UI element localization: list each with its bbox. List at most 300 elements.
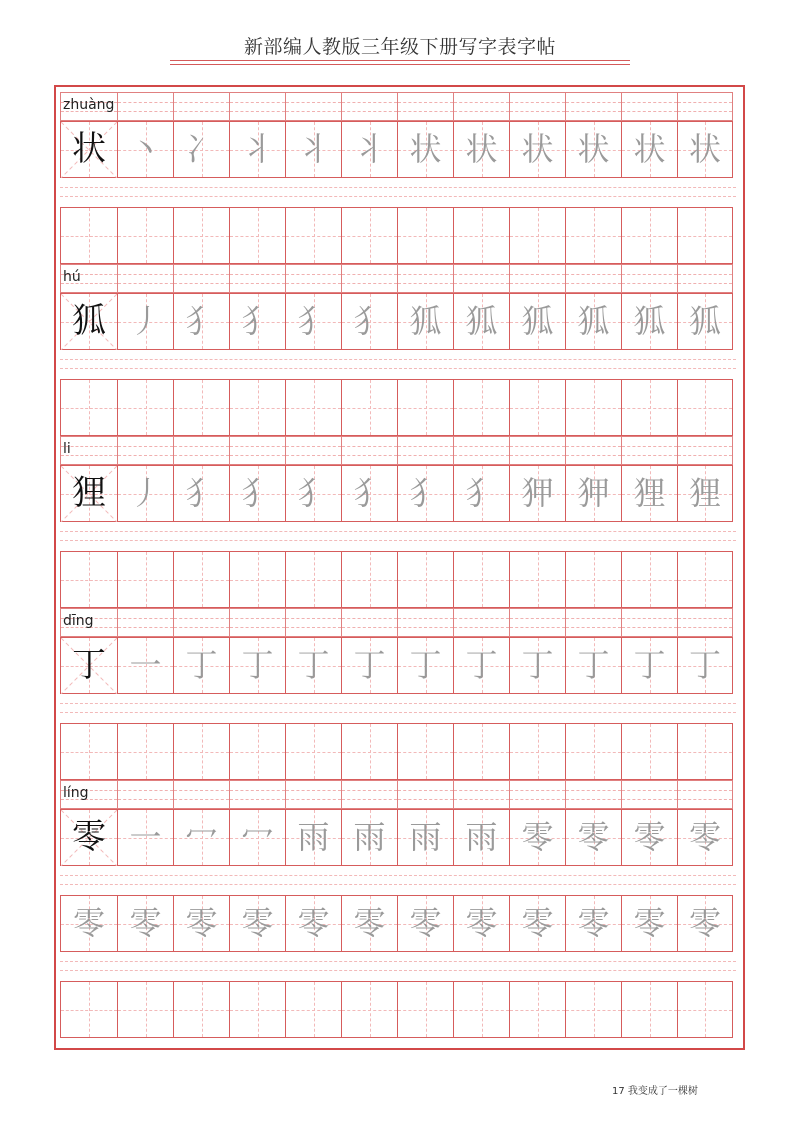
stroke-order-step: 丁	[688, 646, 721, 684]
trace-cell[interactable]	[173, 637, 229, 694]
practice-cell[interactable]	[677, 551, 733, 608]
trace-cell[interactable]	[397, 293, 453, 350]
practice-cell[interactable]	[117, 551, 173, 608]
practice-cell[interactable]	[341, 207, 397, 264]
practice-cell[interactable]	[117, 723, 173, 780]
trace-cell[interactable]	[621, 637, 677, 694]
practice-sheet	[60, 92, 736, 1038]
trace-cell[interactable]	[117, 637, 173, 694]
stroke-order-step: 犭	[185, 302, 218, 340]
trace-cell[interactable]	[565, 809, 621, 866]
pinyin-row	[60, 92, 736, 121]
trace-cell[interactable]	[453, 465, 509, 522]
trace-cell[interactable]	[229, 121, 285, 178]
pinyin-cell	[509, 608, 565, 637]
trace-cell[interactable]	[677, 121, 733, 178]
practice-cell[interactable]	[565, 551, 621, 608]
trace-cell[interactable]	[397, 121, 453, 178]
practice-row	[60, 379, 736, 436]
stroke-order-step: 丁	[241, 646, 274, 684]
stroke-order-step: 冖	[241, 818, 274, 856]
pinyin-cell	[341, 264, 397, 293]
practice-cell[interactable]	[173, 207, 229, 264]
practice-character: 零	[72, 904, 105, 942]
trace-cell[interactable]	[509, 465, 565, 522]
stroke-order-step: 丁	[577, 646, 610, 684]
pinyin-cell	[621, 436, 677, 465]
pinyin-cell	[509, 264, 565, 293]
pinyin-cell	[621, 780, 677, 809]
stroke-order-step: 狐	[688, 302, 721, 340]
practice-cell[interactable]	[285, 723, 341, 780]
practice-character: 零	[577, 904, 610, 942]
practice-cell[interactable]	[621, 723, 677, 780]
pinyin-cell	[565, 264, 621, 293]
trace-cell[interactable]	[565, 465, 621, 522]
trace-cell[interactable]	[285, 637, 341, 694]
stroke-order-step: 犭	[465, 474, 498, 512]
stroke-order-step: 状	[521, 130, 554, 168]
pinyin-cell	[397, 608, 453, 637]
practice-cell[interactable]	[677, 895, 733, 952]
practice-cell[interactable]	[173, 723, 229, 780]
guide-gap	[60, 866, 736, 895]
pinyin-cell	[117, 780, 173, 809]
practice-cell[interactable]	[173, 551, 229, 608]
practice-cell[interactable]	[285, 981, 341, 1038]
pinyin-cell	[397, 780, 453, 809]
model-character-cell	[60, 637, 117, 694]
practice-character: 零	[633, 904, 666, 942]
trace-cell[interactable]	[117, 293, 173, 350]
practice-row	[60, 551, 736, 608]
guide-gap	[60, 694, 736, 723]
practice-cell[interactable]	[117, 207, 173, 264]
practice-cell[interactable]	[173, 895, 229, 952]
pinyin-row	[60, 264, 736, 293]
pinyin-label: zhuàng	[63, 97, 115, 113]
practice-cell[interactable]	[60, 981, 117, 1038]
pinyin-cell	[453, 780, 509, 809]
practice-cell[interactable]	[397, 981, 453, 1038]
pinyin-row	[60, 436, 736, 465]
practice-cell[interactable]	[229, 895, 285, 952]
trace-cell[interactable]	[621, 293, 677, 350]
practice-cell[interactable]	[621, 207, 677, 264]
guide-gap	[60, 350, 736, 379]
practice-cell[interactable]	[60, 207, 117, 264]
stroke-order-step: 丶	[129, 130, 162, 168]
practice-cell[interactable]	[677, 379, 733, 436]
pinyin-cell	[117, 92, 173, 121]
stroke-order-step: 零	[521, 818, 554, 856]
practice-cell[interactable]	[229, 379, 285, 436]
practice-cell[interactable]	[285, 551, 341, 608]
stroke-order-step: 丁	[297, 646, 330, 684]
practice-cell[interactable]	[117, 379, 173, 436]
practice-cell[interactable]	[117, 895, 173, 952]
writing-row	[60, 465, 736, 522]
pinyin-cell	[285, 264, 341, 293]
trace-cell[interactable]	[285, 809, 341, 866]
trace-cell[interactable]	[509, 293, 565, 350]
stroke-order-step: 狐	[521, 302, 554, 340]
trace-cell[interactable]	[341, 121, 397, 178]
pinyin-cell	[397, 92, 453, 121]
pinyin-cell	[397, 264, 453, 293]
pinyin-cell	[565, 780, 621, 809]
pinyin-label: li	[63, 441, 71, 457]
stroke-order-step: 雨	[353, 818, 386, 856]
practice-row	[60, 895, 736, 952]
trace-cell[interactable]	[285, 465, 341, 522]
pinyin-label: hú	[63, 269, 81, 285]
trace-cell[interactable]	[397, 809, 453, 866]
pinyin-cell	[565, 608, 621, 637]
stroke-order-step: 犭	[409, 474, 442, 512]
practice-cell[interactable]	[453, 895, 509, 952]
writing-row	[60, 637, 736, 694]
stroke-order-step: 犭	[297, 302, 330, 340]
pinyin-cell	[60, 608, 117, 637]
guide-line	[60, 196, 736, 197]
pinyin-cell	[509, 436, 565, 465]
practice-cell[interactable]	[453, 723, 509, 780]
pinyin-cell	[285, 608, 341, 637]
stroke-order-step: 狐	[409, 302, 442, 340]
practice-cell[interactable]	[621, 895, 677, 952]
stroke-order-step: 冫	[185, 130, 218, 168]
practice-character: 零	[185, 904, 218, 942]
stroke-order-step: 狐	[465, 302, 498, 340]
trace-cell[interactable]	[677, 637, 733, 694]
stroke-order-step: 零	[688, 818, 721, 856]
practice-cell[interactable]	[565, 723, 621, 780]
practice-character: 零	[409, 904, 442, 942]
trace-cell[interactable]	[453, 637, 509, 694]
practice-cell[interactable]	[229, 981, 285, 1038]
guide-line	[60, 875, 736, 876]
practice-cell[interactable]	[229, 551, 285, 608]
trace-cell[interactable]	[397, 637, 453, 694]
pinyin-cell	[229, 264, 285, 293]
practice-cell[interactable]	[509, 551, 565, 608]
trace-cell[interactable]	[565, 293, 621, 350]
page-title: 新部编人教版三年级下册写字表字帖	[243, 36, 556, 58]
trace-cell[interactable]	[229, 465, 285, 522]
pinyin-cell	[173, 780, 229, 809]
practice-cell[interactable]	[173, 981, 229, 1038]
pinyin-cell	[565, 436, 621, 465]
trace-cell[interactable]	[341, 293, 397, 350]
trace-cell[interactable]	[229, 809, 285, 866]
practice-cell[interactable]	[565, 895, 621, 952]
pinyin-cell	[677, 608, 733, 637]
stroke-order-step: 一	[129, 818, 162, 856]
model-character-cell	[60, 121, 117, 178]
guide-line	[60, 712, 736, 713]
practice-cell[interactable]	[677, 723, 733, 780]
pinyin-label: líng	[63, 785, 89, 801]
trace-cell[interactable]	[677, 465, 733, 522]
title-underline	[170, 60, 630, 61]
stroke-order-step: 雨	[409, 818, 442, 856]
trace-cell[interactable]	[341, 637, 397, 694]
character-block	[60, 264, 736, 436]
guide-line	[60, 368, 736, 369]
practice-cell[interactable]	[621, 379, 677, 436]
pinyin-label: dīng	[63, 613, 94, 629]
practice-cell[interactable]	[397, 723, 453, 780]
practice-character: 零	[353, 904, 386, 942]
practice-character: 零	[465, 904, 498, 942]
practice-cell[interactable]	[229, 723, 285, 780]
trace-cell[interactable]	[677, 809, 733, 866]
pinyin-cell	[117, 264, 173, 293]
pinyin-cell	[229, 92, 285, 121]
stroke-order-step: 丬	[241, 130, 274, 168]
practice-cell[interactable]	[60, 723, 117, 780]
stroke-order-step: 犭	[353, 474, 386, 512]
trace-cell[interactable]	[117, 121, 173, 178]
guide-gap	[60, 952, 736, 981]
guide-line	[60, 703, 736, 704]
guide-line	[60, 884, 736, 885]
practice-cell[interactable]	[341, 723, 397, 780]
pinyin-cell	[621, 264, 677, 293]
stroke-order-step: 状	[633, 130, 666, 168]
pinyin-cell	[173, 608, 229, 637]
pinyin-row	[60, 780, 736, 809]
model-character: 零	[72, 817, 106, 857]
practice-character: 零	[521, 904, 554, 942]
stroke-order-step: 状	[465, 130, 498, 168]
trace-cell[interactable]	[229, 637, 285, 694]
trace-cell[interactable]	[509, 637, 565, 694]
pinyin-cell	[229, 436, 285, 465]
trace-cell[interactable]	[453, 121, 509, 178]
trace-cell[interactable]	[117, 465, 173, 522]
guide-line	[60, 359, 736, 360]
stroke-order-step: 状	[577, 130, 610, 168]
stroke-order-step: 状	[688, 130, 721, 168]
pinyin-cell	[117, 436, 173, 465]
guide-line	[60, 961, 736, 962]
practice-cell[interactable]	[229, 207, 285, 264]
pinyin-cell	[60, 264, 117, 293]
trace-cell[interactable]	[229, 293, 285, 350]
practice-cell[interactable]	[509, 981, 565, 1038]
pinyin-cell	[621, 92, 677, 121]
stroke-order-step: 雨	[297, 818, 330, 856]
pinyin-cell	[285, 780, 341, 809]
trace-cell[interactable]	[509, 121, 565, 178]
title-underline-secondary	[170, 64, 630, 65]
stroke-order-step: 零	[577, 818, 610, 856]
trace-cell[interactable]	[565, 637, 621, 694]
stroke-order-step: 冖	[185, 818, 218, 856]
stroke-order-step: 犭	[185, 474, 218, 512]
stroke-order-step: 狐	[577, 302, 610, 340]
practice-cell[interactable]	[677, 207, 733, 264]
character-block	[60, 436, 736, 608]
practice-cell[interactable]	[565, 207, 621, 264]
stroke-order-step: 丁	[521, 646, 554, 684]
pinyin-cell	[677, 92, 733, 121]
guide-gap	[60, 522, 736, 551]
practice-cell[interactable]	[397, 551, 453, 608]
stroke-order-step: 丿	[129, 474, 162, 512]
pinyin-cell	[341, 608, 397, 637]
trace-cell[interactable]	[173, 809, 229, 866]
pinyin-cell	[565, 92, 621, 121]
stroke-order-step: 狎	[521, 474, 554, 512]
stroke-order-step: 犭	[241, 474, 274, 512]
practice-cell[interactable]	[621, 551, 677, 608]
practice-cell[interactable]	[341, 551, 397, 608]
trace-cell[interactable]	[341, 465, 397, 522]
practice-cell[interactable]	[397, 207, 453, 264]
practice-cell[interactable]	[565, 981, 621, 1038]
model-character-cell	[60, 293, 117, 350]
stroke-order-step: 狸	[688, 474, 721, 512]
model-character-cell	[60, 809, 117, 866]
practice-character: 零	[297, 904, 330, 942]
pinyin-cell	[229, 608, 285, 637]
trace-cell[interactable]	[285, 293, 341, 350]
pinyin-cell	[397, 436, 453, 465]
model-character: 丁	[72, 645, 106, 685]
pinyin-cell	[285, 92, 341, 121]
trace-cell[interactable]	[621, 121, 677, 178]
pinyin-row	[60, 608, 736, 637]
practice-character: 零	[129, 904, 162, 942]
stroke-order-step: 丬	[297, 130, 330, 168]
trace-cell[interactable]	[621, 465, 677, 522]
practice-cell[interactable]	[509, 895, 565, 952]
practice-cell[interactable]	[117, 981, 173, 1038]
practice-cell[interactable]	[453, 207, 509, 264]
model-character: 狸	[72, 473, 106, 513]
trace-cell[interactable]	[397, 465, 453, 522]
stroke-order-step: 丁	[409, 646, 442, 684]
stroke-order-step: 一	[129, 646, 162, 684]
writing-row	[60, 809, 736, 866]
practice-cell[interactable]	[509, 379, 565, 436]
stroke-order-step: 狎	[577, 474, 610, 512]
stroke-order-step: 犭	[297, 474, 330, 512]
pinyin-cell	[117, 608, 173, 637]
pinyin-cell	[677, 436, 733, 465]
pinyin-cell	[60, 92, 117, 121]
practice-cell[interactable]	[285, 207, 341, 264]
practice-cell[interactable]	[565, 379, 621, 436]
character-block	[60, 92, 736, 264]
guide-gap	[60, 178, 736, 207]
stroke-order-step: 状	[409, 130, 442, 168]
pinyin-cell	[509, 92, 565, 121]
trace-cell[interactable]	[173, 121, 229, 178]
stroke-order-step: 丁	[465, 646, 498, 684]
practice-cell[interactable]	[341, 895, 397, 952]
practice-cell[interactable]	[453, 551, 509, 608]
model-character-cell	[60, 465, 117, 522]
practice-cell[interactable]	[60, 551, 117, 608]
practice-row	[60, 981, 736, 1038]
stroke-order-step: 狐	[633, 302, 666, 340]
practice-row	[60, 207, 736, 264]
practice-cell[interactable]	[621, 981, 677, 1038]
pinyin-cell	[60, 436, 117, 465]
trace-cell[interactable]	[453, 809, 509, 866]
guide-line	[60, 970, 736, 971]
trace-cell[interactable]	[173, 293, 229, 350]
practice-cell[interactable]	[509, 723, 565, 780]
character-block	[60, 780, 736, 1038]
trace-cell[interactable]	[117, 809, 173, 866]
practice-cell[interactable]	[173, 379, 229, 436]
trace-cell[interactable]	[621, 809, 677, 866]
trace-cell[interactable]	[509, 809, 565, 866]
pinyin-cell	[60, 780, 117, 809]
practice-character: 零	[688, 904, 721, 942]
pinyin-cell	[509, 780, 565, 809]
practice-cell[interactable]	[341, 379, 397, 436]
pinyin-cell	[229, 780, 285, 809]
trace-cell[interactable]	[677, 293, 733, 350]
practice-cell[interactable]	[341, 981, 397, 1038]
pinyin-cell	[285, 436, 341, 465]
stroke-order-step: 丁	[185, 646, 218, 684]
practice-cell[interactable]	[285, 895, 341, 952]
trace-cell[interactable]	[565, 121, 621, 178]
stroke-order-step: 犭	[241, 302, 274, 340]
practice-cell[interactable]	[60, 379, 117, 436]
guide-line	[60, 540, 736, 541]
practice-cell[interactable]	[453, 379, 509, 436]
trace-cell[interactable]	[341, 809, 397, 866]
pinyin-cell	[173, 92, 229, 121]
stroke-order-step: 狸	[633, 474, 666, 512]
stroke-order-step: 丁	[353, 646, 386, 684]
stroke-order-step: 雨	[465, 818, 498, 856]
practice-cell[interactable]	[453, 981, 509, 1038]
practice-cell[interactable]	[397, 895, 453, 952]
guide-line	[60, 531, 736, 532]
practice-row	[60, 723, 736, 780]
character-block	[60, 608, 736, 780]
stroke-order-step: 零	[633, 818, 666, 856]
guide-line	[60, 187, 736, 188]
practice-cell[interactable]	[60, 895, 117, 952]
practice-cell[interactable]	[509, 207, 565, 264]
writing-row	[60, 121, 736, 178]
writing-row	[60, 293, 736, 350]
pinyin-cell	[453, 92, 509, 121]
pinyin-cell	[453, 436, 509, 465]
practice-cell[interactable]	[677, 981, 733, 1038]
model-character: 状	[72, 129, 106, 169]
trace-cell[interactable]	[173, 465, 229, 522]
practice-cell[interactable]	[397, 379, 453, 436]
pinyin-cell	[621, 608, 677, 637]
pinyin-cell	[341, 436, 397, 465]
practice-cell[interactable]	[285, 379, 341, 436]
trace-cell[interactable]	[285, 121, 341, 178]
pinyin-cell	[677, 264, 733, 293]
trace-cell[interactable]	[453, 293, 509, 350]
model-character: 狐	[72, 301, 106, 341]
